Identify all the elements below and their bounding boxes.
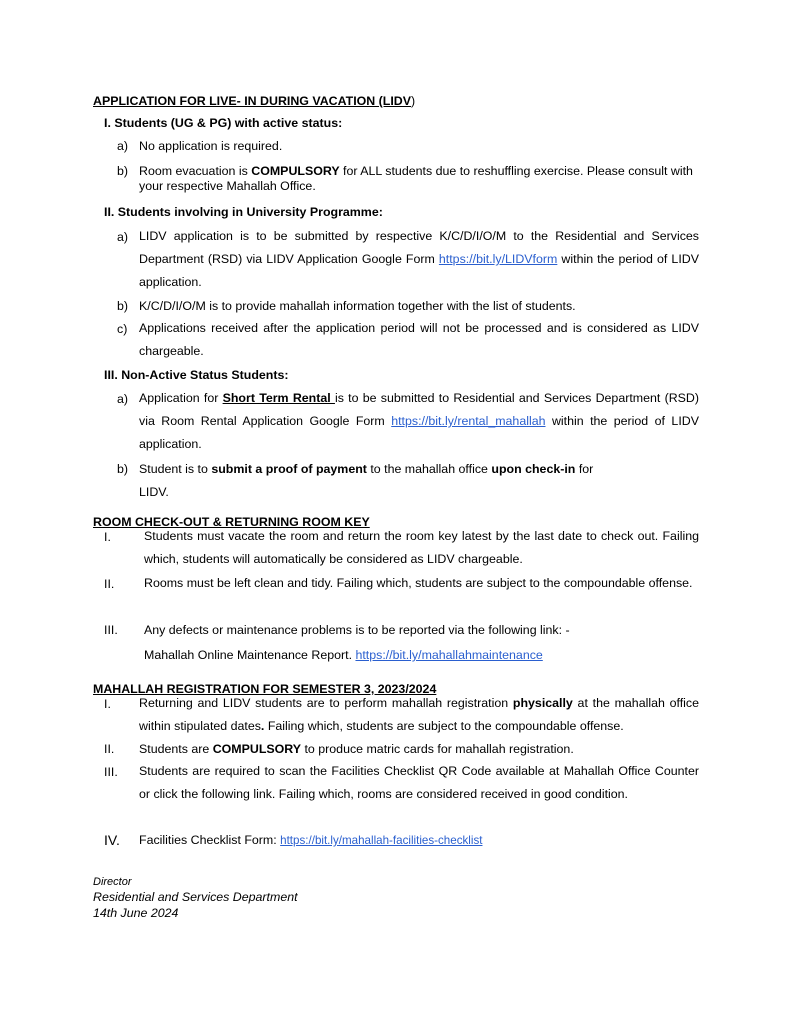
lidv-section-1-title: I. Students (UG & PG) with active status: [104, 116, 343, 130]
item-marker: IV. [104, 832, 120, 848]
signature-title: Director [93, 876, 132, 888]
registration-heading: MAHALLAH REGISTRATION FOR SEMESTER 3, 2023/2024 [93, 682, 437, 696]
item-marker: a) [117, 230, 129, 244]
lidv-2a-text: LIDV application is to be submitted by respective K/C/D/I/O/M to the Residential and Services Department (RSD) via LIDV Application Google Form https://bit.ly/LIDVform within the period of LIDV application. [139, 229, 699, 289]
lidv-3b-text-line2: LIDV. [139, 485, 169, 499]
lidv-section-2-title: II. Students involving in University Programme: [104, 205, 383, 219]
lidv-2c-text: Applications received after the application period will not be processed and is considered as LIDV chargeable. [139, 321, 699, 358]
item-marker: a) [117, 139, 129, 153]
lidv-form-link[interactable]: https://bit.ly/LIDVform [438, 252, 558, 266]
item-marker: III. [104, 623, 118, 637]
lidv-1a-text: No application is required. [139, 139, 283, 153]
item-marker: a) [117, 392, 129, 406]
signature-date: 14th June 2024 [93, 906, 179, 920]
registration-iii-text: Students are required to scan the Facilities Checklist QR Code available at Mahallah Office Counter or click the following link. Failing which, rooms are considered received in good condition. [139, 764, 699, 801]
item-marker: II. [104, 742, 115, 756]
registration-ii-text: Students are COMPULSORY to produce matric cards for mahallah registration. [139, 742, 574, 756]
item-marker: b) [117, 462, 129, 476]
item-marker: c) [117, 322, 128, 336]
item-marker: I. [104, 697, 111, 711]
facilities-checklist-link[interactable]: https://bit.ly/mahallah-facilities-checklist [280, 834, 483, 847]
registration-i-text: Returning and LIDV students are to perform mahallah registration physically at the mahallah office within stipulated dates. Failing which, students are subject to the compoundable offense. [139, 696, 699, 733]
lidv-heading: APPLICATION FOR LIVE- IN DURING VACATION (LIDV) [93, 94, 416, 108]
checkout-heading: ROOM CHECK-OUT & RETURNING ROOM KEY [93, 515, 370, 529]
checkout-i-text: Students must vacate the room and return the room key latest by the last date to check out. Failing which, students will automatically be considered as LIDV chargeable. [144, 529, 699, 566]
lidv-1b-text: Room evacuation is COMPULSORY for ALL students due to reshuffling exercise. Please consult with your respective Mahallah Office. [139, 164, 693, 193]
item-marker: b) [117, 299, 129, 313]
maintenance-link[interactable]: https://bit.ly/mahallahmaintenance [355, 648, 543, 662]
item-marker: III. [104, 765, 118, 779]
lidv-2b-text: K/C/D/I/O/M is to provide mahallah information together with the list of students. [139, 299, 576, 313]
item-marker: b) [117, 164, 129, 178]
item-marker: I. [104, 530, 111, 544]
item-marker: II. [104, 577, 115, 591]
checkout-iii-text: Any defects or maintenance problems is to be reported via the following link: - [144, 623, 570, 637]
rental-form-link[interactable]: https://bit.ly/rental_mahallah [391, 414, 546, 428]
lidv-3a-text: Application for Short Term Rental is to be submitted to Residential and Services Department (RSD) via Room Rental Application Google Form https://bit.ly/rental_mahallah within the period of LIDV application. [139, 391, 699, 451]
signature-department: Residential and Services Department [93, 890, 298, 904]
registration-iv-text: Facilities Checklist Form: https://bit.ly/mahallah-facilities-checklist [139, 833, 483, 847]
lidv-section-3-title: III. Non-Active Status Students: [104, 368, 289, 382]
lidv-3b-text: Student is to submit a proof of payment to the mahallah office upon check-in for [139, 462, 594, 476]
checkout-iii-line2: Mahallah Online Maintenance Report. https://bit.ly/mahallahmaintenance [144, 648, 543, 662]
checkout-ii-text: Rooms must be left clean and tidy. Failing which, students are subject to the compoundable offense. [144, 576, 693, 590]
